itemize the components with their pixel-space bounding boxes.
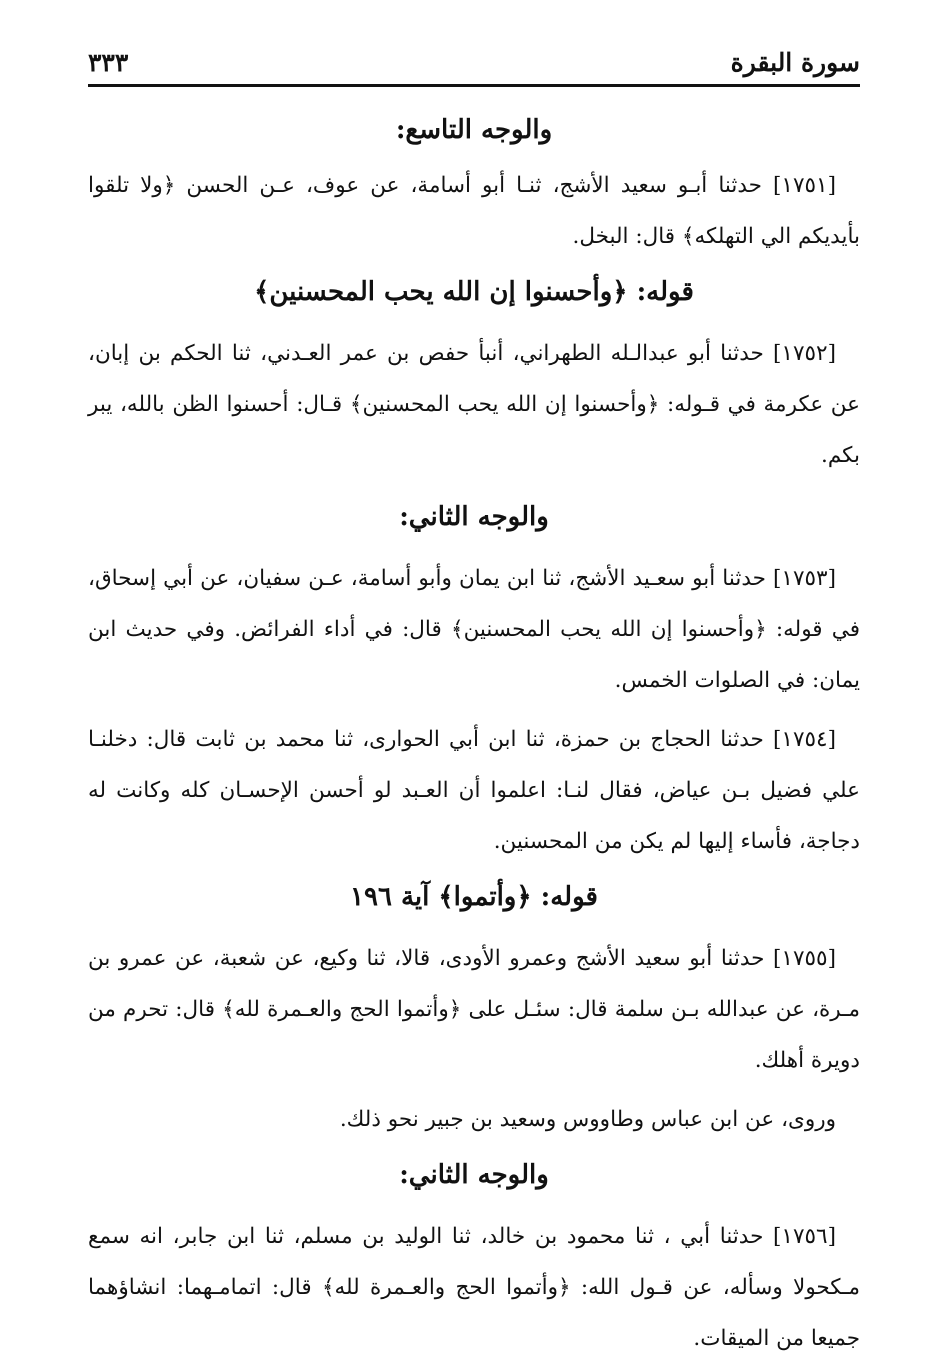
page-number: ٣٣٣ bbox=[88, 47, 129, 77]
section-heading-second-aspect: والوجه الثاني: bbox=[399, 502, 549, 532]
page-header bbox=[88, 40, 860, 87]
page-body bbox=[88, 108, 860, 1364]
narration-1752: [١٧٥٢] حدثنا أبو عبدالـله الطهراني، أنبأ حفص بن عمر العـدني، ثنا الحكم بن إبان، عن عكرمة في قـوله: ﴿وأحسنوا إن الله يحب المحسنين﴾ قـال: أحسنوا الظن بالله، يبر بكم. bbox=[88, 341, 860, 468]
narration-note: وروى، عن ابن عباس وطاووس وسعيد بن جبير نحو ذلك. bbox=[339, 1107, 836, 1132]
section-heading-ninth-aspect: والوجه التاسع: bbox=[395, 115, 553, 145]
narration-1753: [١٧٥٣] حدثنا أبو سعـيد الأشج، ثنا ابن يمان وأبو أسامة، عـن سفيان، عن أبي إسحاق، في قوله: ﴿وأحسنوا إن الله يحب المحسنين﴾ قال: في أداء الفرائض. وفي حديث ابن يمان: في الصلوات الخمس. bbox=[88, 566, 860, 693]
section-heading-second-aspect-2: والوجه الثاني: bbox=[399, 1160, 549, 1190]
narration-1755: [١٧٥٥] حدثنا أبو سعيد الأشج وعمرو الأودى، قالا، ثنا وكيع، عن شعبة، عن عمرو بن مـرة، عن عبدالله بـن سلمة قال: سئـل على ﴿وأتموا الحج والعـمرة لله﴾ قال: تحرم من دويرة أهلك. bbox=[88, 946, 860, 1073]
narration-1754: [١٧٥٤] حدثنا الحجاج بن حمزة، ثنا ابن أبي الحوارى، ثنا محمد بن ثابت قال: دخلنـا علي فضيل بـن عياض، فقال لنـا: اعلموا أن العـبد لو أحسن الإحسـان كله وكانت له دجاجة، فأساء إليها لم يكن من المحسنين. bbox=[88, 727, 860, 854]
narration-1756: [١٧٥٦] حدثنا أبي ، ثنا محمود بن خالد، ثنا الوليد بن مسلم، ثنا ابن جابر، انه سمع مـكحولا وسأله، عن قـول الله: ﴿وأتموا الحج والعـمرة لله﴾ قال: اتمامـهما: انشاؤهما جميعا من الميقات. bbox=[88, 1224, 860, 1351]
verse-heading-196: قوله: ﴿وأتموا﴾ آية ١٩٦ bbox=[350, 882, 598, 912]
narration-1751: [١٧٥١] حدثنا أبـو سعيد الأشج، ثنـا أبو أسامة، عن عوف، عـن الحسن ﴿ولا تلقوا بأيديكم الي التهلكه﴾ قال: البخل. bbox=[88, 173, 860, 249]
surah-title: سورة البقرة bbox=[730, 47, 860, 77]
verse-heading-ihsan: قوله: ﴿وأحسنوا إن الله يحب المحسنين﴾ bbox=[254, 277, 694, 307]
